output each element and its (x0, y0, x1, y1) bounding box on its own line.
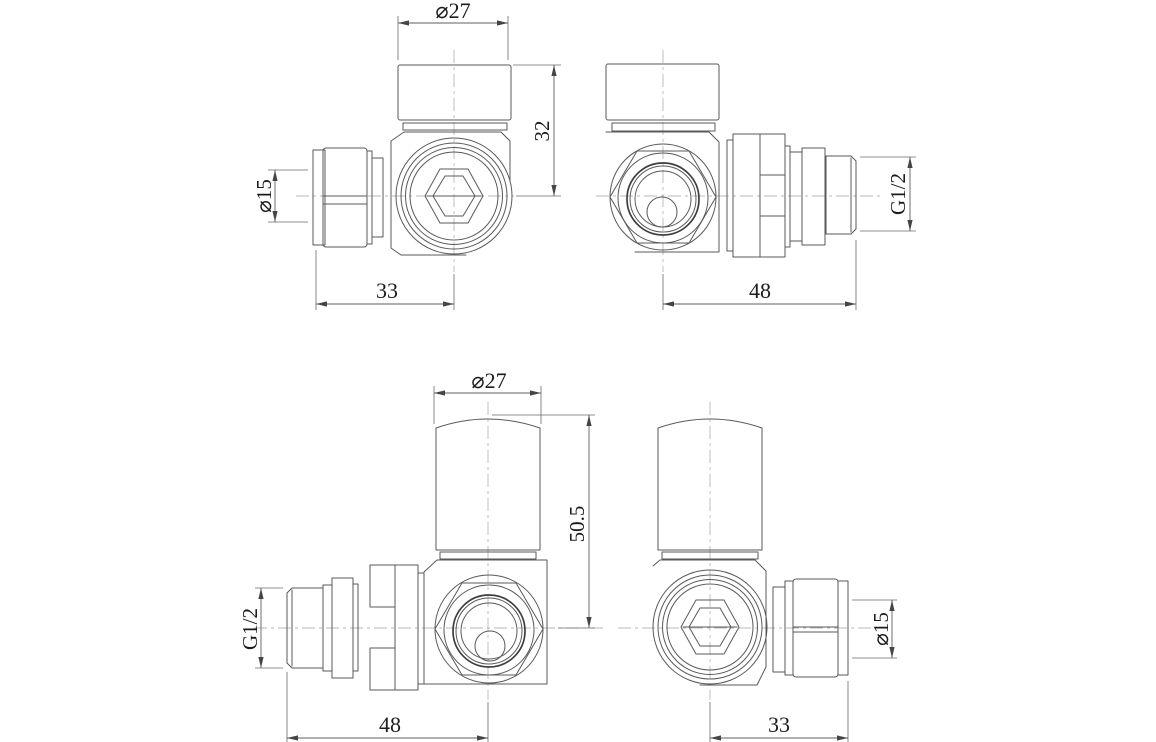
union-nut-slab (733, 134, 760, 257)
dim-label-pipe-diameter: ⌀15 (252, 179, 276, 213)
view-top-right-valve (596, 50, 916, 310)
dim-width-33 (710, 681, 848, 742)
dim-label-width: 33 (768, 712, 790, 737)
union-nut-tab (760, 134, 785, 175)
port-circle (475, 631, 505, 661)
tail-fitting (727, 134, 856, 257)
cap-outline (398, 65, 511, 120)
union-nut-slab (395, 565, 418, 690)
valve-body (391, 132, 512, 255)
dim-label-thread: G1/2 (238, 608, 262, 650)
spacer-piece (353, 584, 358, 671)
joint-washer (418, 573, 424, 684)
dim-label-pipe-diameter: ⌀15 (869, 612, 893, 646)
dim-cap-diameter (434, 368, 541, 424)
dim-label-thread: G1/2 (886, 173, 910, 215)
dim-label-height: 50.5 (565, 505, 589, 543)
dim-width-33 (316, 250, 454, 310)
valve-body (424, 560, 547, 684)
cap-base-band (612, 123, 715, 131)
union-nut-tab (760, 216, 785, 257)
spacer-ring (785, 146, 790, 247)
dim-label-width: 48 (749, 278, 771, 303)
dim-label-cap-diameter: ⌀27 (435, 0, 471, 23)
nut-collar (372, 158, 383, 237)
dim-label-width: 33 (376, 278, 398, 303)
nut-ring (367, 151, 372, 244)
dim-thread-size (238, 588, 283, 668)
dim-cap-diameter (398, 0, 508, 60)
valve-body (606, 132, 719, 252)
dim-label-width: 48 (379, 712, 401, 737)
view-top-left-valve (252, 0, 561, 310)
valve-cap (658, 419, 762, 559)
cap-outline (606, 64, 719, 120)
view-bottom-left-valve (238, 368, 604, 742)
centerlines (596, 50, 884, 272)
dim-height-32 (513, 65, 561, 196)
tail-fitting (287, 565, 424, 690)
valve-cap (606, 64, 719, 131)
centerlines (254, 402, 604, 700)
dim-label-height: 32 (530, 120, 554, 142)
body-outline (606, 132, 719, 252)
view-bottom-right-valve (618, 402, 897, 742)
valve-cap (398, 65, 511, 130)
port-circle (647, 197, 677, 227)
cap-base-band (403, 123, 507, 130)
nut-collar (773, 587, 785, 672)
dim-thread-size (860, 157, 916, 231)
dim-width-48 (287, 672, 488, 742)
spacer-piece (790, 152, 802, 241)
dim-height-50-5 (492, 415, 595, 628)
body-outline (653, 560, 766, 685)
union-nut-tab (370, 565, 395, 607)
joint-washer (727, 140, 733, 251)
compression-fitting (313, 148, 383, 247)
body-outline (391, 132, 510, 255)
shoulder-collar (802, 148, 825, 245)
dim-label-cap-diameter: ⌀27 (471, 368, 507, 393)
compression-nut (323, 148, 367, 247)
dim-pipe-diameter (852, 600, 897, 658)
valve-cap (436, 419, 540, 559)
centerlines (618, 402, 880, 700)
union-nut-tab (370, 648, 395, 690)
